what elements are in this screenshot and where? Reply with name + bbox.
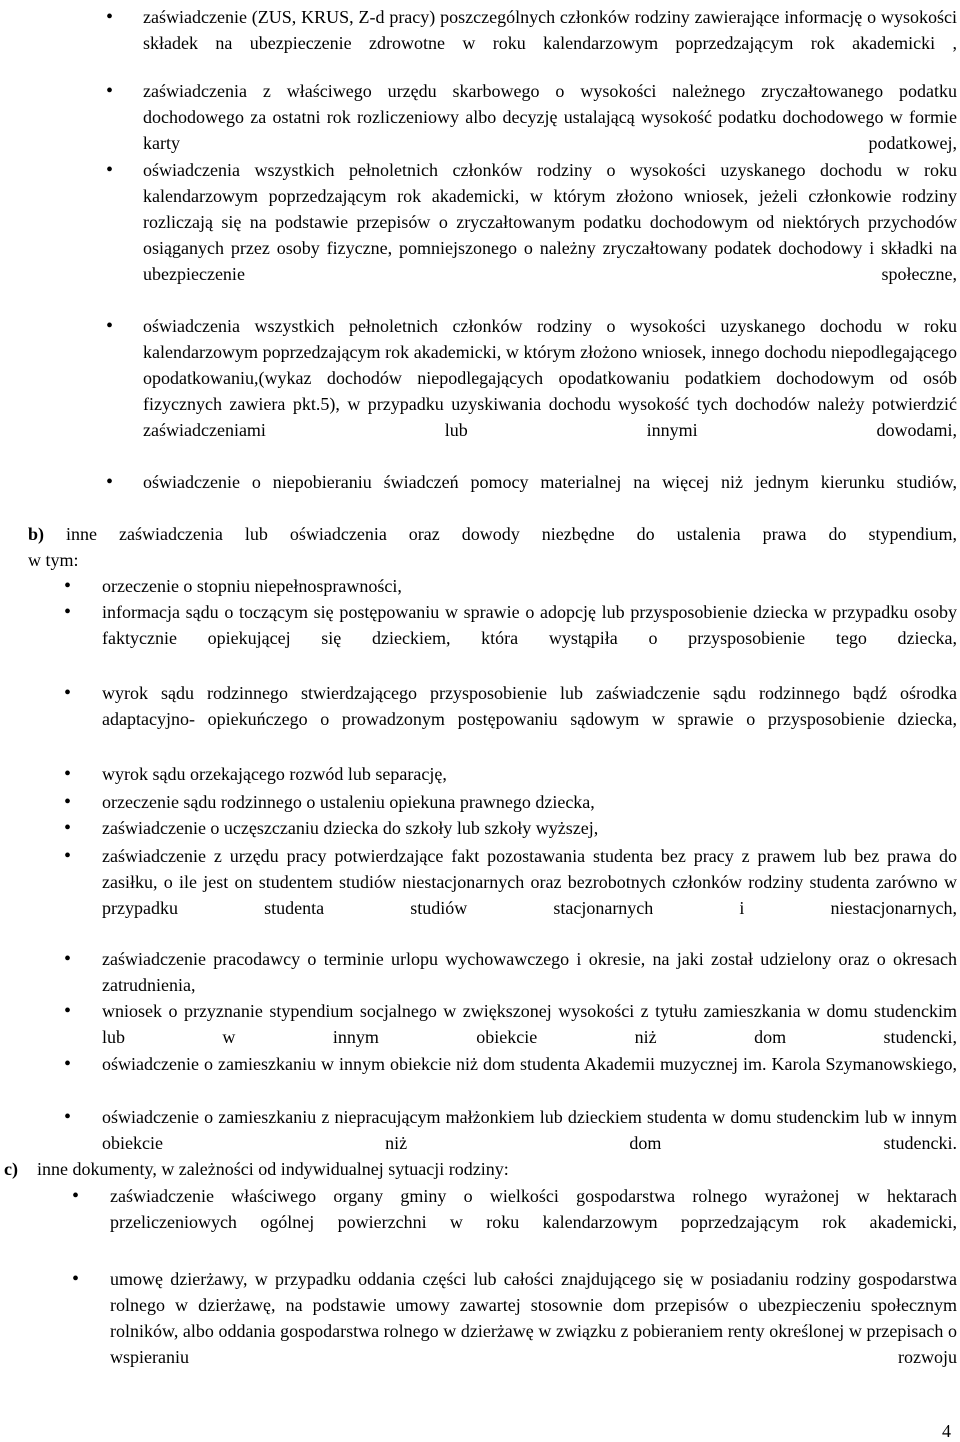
- bullet: •: [64, 948, 72, 970]
- bullet: •: [72, 1185, 80, 1207]
- section-c-heading: inne dokumenty, w zależności od indywidualnej sytuacji rodziny:: [37, 1159, 509, 1179]
- list-item: zaświadczenie pracodawcy o terminie urlopu wychowawczego i okresie, na jaki został udzielony oraz o okresach zatrudnienia,: [102, 949, 957, 995]
- list-item: informacja sądu o toczącym się postępowaniu w sprawie o adopcję lub przysposobienie dziecka w przypadku osoby faktycznie opiekującej się dzieckiem, która wystąpiła o przysposobienie tego dziecka,: [102, 602, 957, 648]
- list-item: oświadczenie o niepobieraniu świadczeń pomocy materialnej na więcej niż jednym kierunku studiów,: [143, 472, 957, 492]
- list-item: orzeczenie sądu rodzinnego o ustaleniu opiekuna prawnego dziecka,: [102, 792, 595, 812]
- list-item: zaświadczenie z urzędu pracy potwierdzające fakt pozostawania studenta bez pracy z prawem lub bez prawa do zasiłku, o ile jest on studentem studiów niestacjonarnych oraz bezrobotnych członków rodziny studenta zarówno w przypadku studenta studiów stacjonarnych i niestacjonarnych,: [102, 846, 957, 918]
- bullet: •: [64, 601, 72, 623]
- bullet: •: [64, 682, 72, 704]
- bullet: •: [64, 575, 72, 597]
- list-item: wniosek o przyznanie stypendium socjalnego w zwiększonej wysokości z tytułu zamieszkania w domu studenckim lub w innym obiekcie niż dom studencki,: [102, 1001, 957, 1047]
- list-item: zaświadczenie o uczęszczaniu dziecka do szkoły lub szkoły wyższej,: [102, 818, 599, 838]
- list-item: umowę dzierżawy, w przypadku oddania części lub całości znajdującego się w posiadaniu rodziny gospodarstwa rolnego w dzierżawę, na podstawie umowy zawartej stosownie dom przepisów o ubezpieczeniu społecznym rolników, albo oddania gospodarstwa rolnego w dzierżawę w związku z pobieraniem renty określonej w przepisach o wspieraniu rozwoju: [110, 1269, 957, 1367]
- bullet: •: [64, 817, 72, 839]
- bullet: •: [64, 763, 72, 785]
- bullet: •: [106, 315, 114, 337]
- bullet: •: [64, 1000, 72, 1022]
- list-item: zaświadczenie (ZUS, KRUS, Z-d pracy) poszczególnych członków rodziny zawierające informację o wysokości składek na ubezpieczenie zdrowotne w roku kalendarzowym poprzedzającym rok akademicki ,: [143, 7, 957, 53]
- list-item: oświadczenie o zamieszkaniu z niepracującym małżonkiem lub dzieckiem studenta w domu studenckim lub w innym obiekcie niż dom studencki.: [102, 1107, 957, 1153]
- bullet: •: [106, 6, 114, 28]
- bullet: •: [64, 1053, 72, 1075]
- bullet: •: [64, 791, 72, 813]
- bullet: •: [64, 845, 72, 867]
- section-b-label: b): [28, 524, 45, 544]
- section-b-heading: inne zaświadczenia lub oświadczenia oraz dowody niezbędne do ustalenia prawa do stypendium,: [66, 524, 957, 544]
- section-c-label: c): [4, 1159, 18, 1179]
- list-item: orzeczenie o stopniu niepełnosprawności,: [102, 576, 402, 596]
- list-item: wyrok sądu rodzinnego stwierdzającego przysposobienie lub zaświadczenie sądu rodzinnego bądź ośrodka adaptacyjno- opiekuńczego o prowadzonym postępowaniu sądowym w sprawie o przysposobienie dziecka,: [102, 683, 957, 729]
- list-item: oświadczenia wszystkich pełnoletnich członków rodziny o wysokości uzyskanego dochodu w roku kalendarzowym poprzedzającym rok akademicki, w którym złożono wniosek, innego dochodu niepodlegającego opodatkowaniu,(wykaz dochodów niepodlegających opodatkowaniu podatkiem dochodowym od osób fizycznych zawiera pkt.5), w przypadku uzyskiwania dochodu wysokość tych dochodów należy potwierdzić zaświadczeniami lub innymi dowodami,: [143, 316, 957, 440]
- section-b-continuation: w tym:: [28, 550, 79, 570]
- list-item: zaświadczenie właściwego organy gminy o wielkości gospodarstwa rolnego wyrażonej w hektarach przeliczeniowych ogólnej powierzchni w roku kalendarzowym poprzedzającym rok akademicki,: [110, 1186, 957, 1232]
- list-item: oświadczenie o zamieszkaniu w innym obiekcie niż dom studenta Akademii muzycznej im. Karola Szymanowskiego,: [102, 1054, 957, 1074]
- list-item: oświadczenia wszystkich pełnoletnich członków rodziny o wysokości uzyskanego dochodu w roku kalendarzowym poprzedzającym rok akademicki, w którym złożono wniosek, jeżeli członkowie rodziny rozliczają się na podstawie przepisów o zryczałtowanym podatku dochodowym od niektórych przychodów osiąganych przez osoby fizyczne, pomniejszonego o należny zryczałtowany podatek dochodowy i składki na ubezpieczenie społeczne,: [143, 160, 957, 284]
- list-item: zaświadczenia z właściwego urzędu skarbowego o wysokości należnego zryczałtowanego podatku dochodowego za ostatni rok rozliczeniowy albo decyzję ustalającą wysokość podatku dochodowego w formie karty podatkowej,: [143, 81, 957, 153]
- bullet: •: [106, 80, 114, 102]
- bullet: •: [106, 471, 114, 493]
- bullet: •: [106, 159, 114, 181]
- page-number: 4: [942, 1421, 951, 1441]
- list-item: wyrok sądu orzekającego rozwód lub separację,: [102, 764, 447, 784]
- bullet: •: [72, 1268, 80, 1290]
- bullet: •: [64, 1106, 72, 1128]
